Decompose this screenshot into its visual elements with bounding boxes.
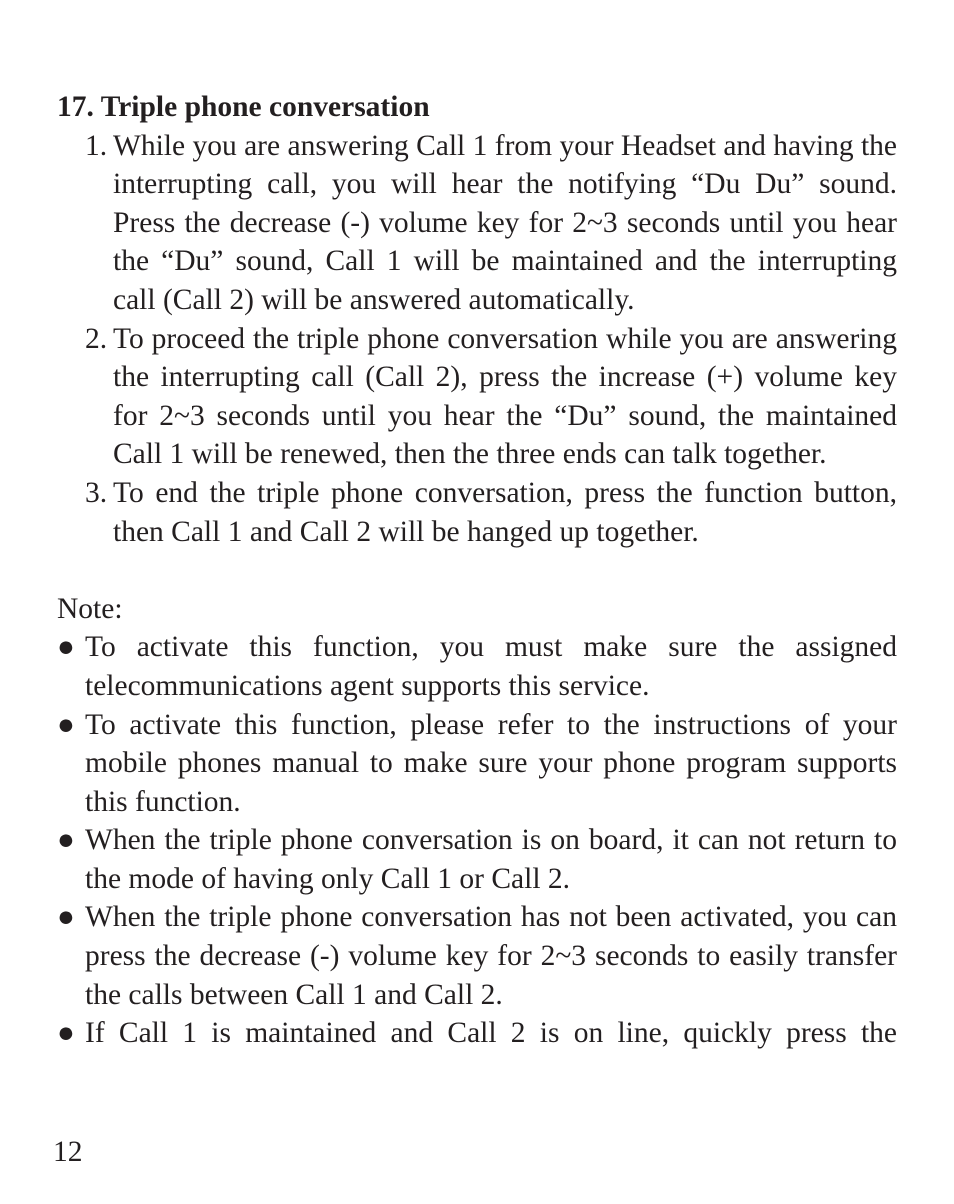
step-number: 1. xyxy=(85,129,108,162)
bullet-icon: ● xyxy=(57,824,75,857)
note-item-text: If Call 1 is maintained and Call 2 is on line, quickly press the xyxy=(85,1017,897,1050)
manual-page-content xyxy=(57,88,897,1053)
note-item-text: To activate this function, please refer to the instructions of your mobile phones manual to make sure your phone program supports this function. xyxy=(85,708,897,818)
note-item xyxy=(57,821,897,898)
step-number: 3. xyxy=(85,476,108,509)
bullet-icon: ● xyxy=(57,901,75,934)
bullet-icon: ● xyxy=(57,708,75,741)
page-number: 12 xyxy=(53,1136,83,1168)
note-item xyxy=(57,898,897,1014)
step-2 xyxy=(57,320,897,474)
step-text: To end the triple phone conversation, press the function button, then Call 1 and Call 2 will be hanged up together. xyxy=(113,476,897,548)
note-item xyxy=(57,628,897,705)
note-item-text: When the triple phone conversation is on board, it can not return to the mode of having only Call 1 or Call 2. xyxy=(85,824,897,895)
note-item xyxy=(57,1014,897,1053)
steps-list xyxy=(57,127,897,552)
note-item-text: To activate this function, you must make sure the assigned telecommunications agent supports this service. xyxy=(85,631,897,702)
note-item-text: When the triple phone conversation has not been activated, you can press the decrease (-) volume key for 2~3 seconds to easily transfer the calls between Call 1 and Call 2. xyxy=(85,901,897,1011)
step-text: To proceed the triple phone conversation while you are answering the interrupting call (Call 2), press the increase (+) volume key for 2~3 seconds until you hear the “Du” sound, the maintained Call 1 will be renewed, then the three ends can talk together. xyxy=(113,322,897,471)
step-number: 2. xyxy=(85,322,108,355)
note-item xyxy=(57,706,897,822)
step-3 xyxy=(57,474,897,551)
note-list xyxy=(57,628,897,1053)
bullet-icon: ● xyxy=(57,1017,75,1050)
step-text: While you are answering Call 1 from your Headset and having the interrupting call, you will hear the notifying “Du Du” sound. Press the decrease (-) volume key for 2~3 seconds until you hear the “Du” sound, Call 1 will be maintained and the interrupting call (Call 2) will be answered automatically. xyxy=(113,129,897,316)
note-label: Note: xyxy=(57,592,123,625)
bullet-icon: ● xyxy=(57,631,75,664)
step-1 xyxy=(57,127,897,320)
section-title: 17. Triple phone conversation xyxy=(57,91,430,123)
